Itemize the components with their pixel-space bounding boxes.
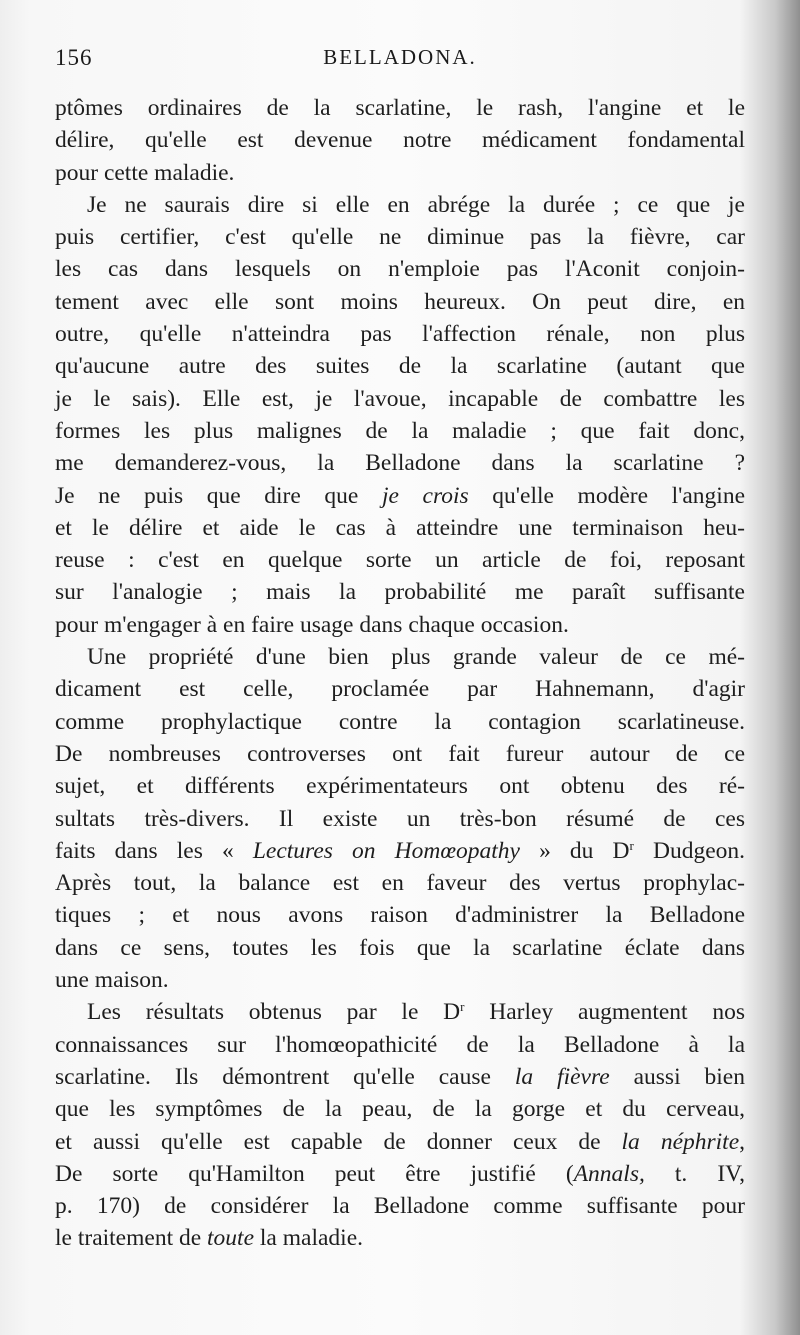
body-text: [55, 92, 745, 1255]
line-text: ,: [739, 1128, 746, 1155]
line-text: sujet, et différents expérimentateurs ont obtenu des ré-: [55, 773, 745, 800]
paragraph: [55, 189, 745, 641]
superscript: r: [629, 837, 634, 853]
line-text: je le sais). Elle est, je l'avoue, incapable de combattre les: [55, 385, 745, 412]
text-line: [55, 835, 745, 867]
line-text: dicament est celle, proclamée par Hahnemann, d'agir: [55, 676, 745, 703]
line-text: pour cette maladie.: [55, 159, 235, 186]
line-text: Harley augmentent nos: [464, 999, 745, 1026]
line-text: le traitement de: [55, 1225, 208, 1252]
text-line: [55, 512, 745, 544]
line-text: » du D: [519, 837, 630, 864]
text-line: [55, 1222, 745, 1254]
line-text: Après tout, la balance est en faveur des vertus prophylac-: [55, 870, 745, 897]
text-line: [55, 899, 745, 931]
line-text: dans ce sens, toutes les fois que la scarlatine éclate dans: [55, 934, 745, 961]
line-text: ptômes ordinaires de la scarlatine, le rash, l'angine et le: [55, 95, 745, 121]
paragraph: [55, 92, 745, 189]
text-line: [55, 157, 745, 189]
text-line: [55, 1029, 745, 1061]
text-line: [55, 92, 745, 124]
text-line: [55, 964, 745, 996]
line-text: connaissances sur l'homœopathicité de la Belladone à la: [55, 1031, 745, 1058]
line-text: Je ne saurais dire si elle en abrége la durée ; ce que je: [87, 191, 745, 218]
text-line: [55, 738, 745, 770]
line-text: une maison.: [55, 967, 169, 994]
running-title: BELLADONA.: [323, 45, 477, 69]
line-text: puis certifier, c'est qu'elle ne diminue pas la fièvre, car: [55, 224, 745, 251]
line-text: De nombreuses controverses ont fait fureur autour de ce: [55, 740, 745, 767]
line-text: p. 170) de considérer la Belladone comme suffisante pour: [55, 1193, 745, 1220]
page-header: [55, 45, 745, 77]
line-text: faits dans les «: [55, 837, 253, 864]
line-text: qu'elle modère l'angine: [468, 482, 746, 509]
text-line: [55, 1093, 745, 1125]
line-text: délire, qu'elle est devenue notre médicament fondamental: [55, 127, 745, 154]
text-line: [55, 576, 745, 608]
line-text: et aussi qu'elle est capable de donner ceux de: [55, 1128, 622, 1155]
line-text: qu'aucune autre des suites de la scarlatine (autant que: [55, 353, 745, 380]
text-line: [55, 189, 745, 221]
line-text: formes les plus malignes de la maladie ; que fait donc,: [55, 417, 745, 444]
paragraph: [55, 641, 745, 996]
paragraph: [55, 996, 745, 1254]
italic-text: Annals,: [573, 1160, 645, 1187]
italic-text: je crois: [381, 482, 469, 509]
text-line: [55, 544, 745, 576]
text-line: [55, 1158, 745, 1190]
text-line: [55, 867, 745, 899]
line-text: tement avec elle sont moins heureux. On peut dire, en: [55, 288, 745, 315]
line-text: sultats très-divers. Il existe un très-bon résumé de ces: [55, 805, 745, 832]
text-line: [55, 706, 745, 738]
text-line: [55, 415, 745, 447]
text-line: [55, 447, 745, 479]
line-text: et le délire et aide le cas à atteindre une terminaison heu-: [55, 514, 745, 541]
text-line: [55, 286, 745, 318]
line-text: outre, qu'elle n'atteindra pas l'affection rénale, non plus: [55, 321, 745, 348]
text-line: [55, 1061, 745, 1093]
line-text: les cas dans lesquels on n'emploie pas l'Aconit conjoin-: [55, 256, 745, 283]
line-text: t. IV,: [644, 1160, 745, 1187]
text-line: [55, 253, 745, 285]
text-line: [55, 124, 745, 156]
text-line: [55, 770, 745, 802]
line-text: Je ne puis que dire que: [55, 482, 382, 509]
line-text: comme prophylactique contre la contagion scarlatineuse.: [55, 708, 745, 735]
italic-text: la néphrite: [621, 1128, 740, 1155]
line-text: Une propriété d'une bien plus grande valeur de ce mé-: [87, 644, 745, 671]
line-text: tiques ; et nous avons raison d'administrer la Belladone: [55, 902, 745, 929]
line-text: Dudgeon.: [633, 837, 745, 864]
line-text: aussi bien: [609, 1063, 745, 1090]
line-text: que les symptômes de la peau, de la gorge et du cerveau,: [55, 1096, 745, 1123]
text-line: [55, 318, 745, 350]
line-text: pour m'engager à en faire usage dans chaque occasion.: [55, 611, 569, 638]
text-line: [55, 803, 745, 835]
italic-text: la fièvre: [514, 1063, 610, 1090]
text-line: [55, 383, 745, 415]
text-line: [55, 480, 745, 512]
text-line: [55, 932, 745, 964]
line-text: Les résultats obtenus par le D: [87, 999, 461, 1026]
line-text: reuse : c'est en quelque sorte un article de foi, reposant: [55, 547, 745, 574]
italic-text: toute: [207, 1225, 255, 1252]
text-line: [55, 673, 745, 705]
text-line: [55, 350, 745, 382]
line-text: scarlatine. Ils démontrent qu'elle cause: [55, 1063, 515, 1090]
text-line: [55, 609, 745, 641]
line-text: sur l'analogie ; mais la probabilité me paraît suffisante: [55, 579, 745, 606]
superscript: r: [460, 999, 465, 1015]
page-number: 156: [55, 45, 93, 70]
line-text: De sorte qu'Hamilton peut être justifié (: [55, 1160, 574, 1187]
text-line: [55, 221, 745, 253]
text-line: [55, 1126, 745, 1158]
line-text: la maladie.: [254, 1225, 363, 1252]
line-text: me demanderez-vous, la Belladone dans la scarlatine ?: [55, 450, 745, 477]
text-line: [55, 641, 745, 673]
text-line: [55, 996, 745, 1028]
italic-text: Lectures on Homœopathy: [252, 837, 520, 864]
text-line: [55, 1190, 745, 1222]
